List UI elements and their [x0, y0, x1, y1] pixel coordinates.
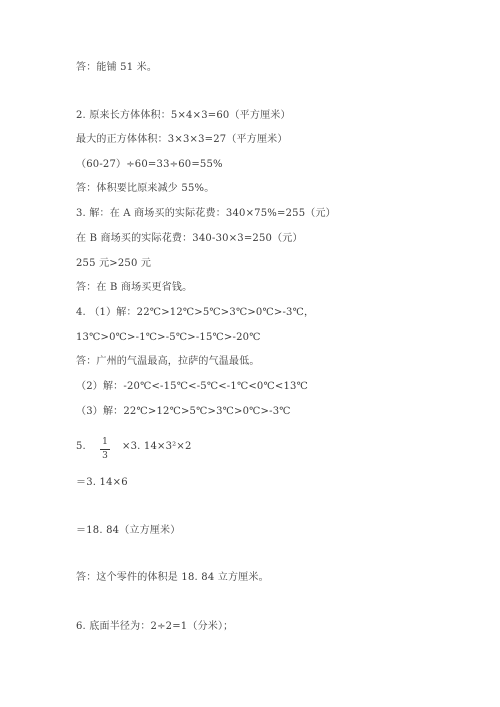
problem-3-line-2: 在 B 商场买的实际花费：340-30×3=250（元）: [76, 233, 303, 244]
problem-5-expression: ×3. 14×3²×2: [122, 441, 192, 452]
problem-4-answer: 答：广州的气温最高，拉萨的气温最低。: [76, 356, 260, 367]
problem-2-answer: 答：体积要比原来减少 55%。: [76, 183, 215, 194]
problem-2-line-1: 2. 原来长方体体积：5×4×3=60（平方厘米）: [76, 110, 291, 121]
problem-2-line-3: （60-27）÷60=33÷60=55%: [76, 159, 223, 170]
problem-4-line-2: 13℃>0℃>-1℃>-5℃>-15℃>-20℃: [76, 332, 261, 343]
problem-3-answer: 答：在 B 商场买更省钱。: [76, 282, 193, 293]
fraction-denominator: 3: [102, 451, 108, 461]
problem-6-line-1: 6. 底面半径为：2÷2=1（分米）；: [76, 621, 234, 632]
problem-5-step-1: ＝3. 14×6: [76, 477, 128, 488]
fraction-numerator: 1: [102, 437, 108, 447]
problem-4-part-2: （2）解：-20℃<-15℃<-5℃<-1℃<0℃<13℃: [76, 381, 308, 392]
problem-4-line-1: 4. （1）解：22℃>12℃>5℃>3℃>0℃>-3℃，: [76, 307, 315, 318]
fraction-bar: [100, 449, 110, 450]
problem-5-fraction: [100, 437, 110, 462]
problem-2-line-2: 最大的正方体体积：3×3×3=27（平方厘米）: [76, 134, 288, 145]
problem-3-line-3: 255 元>250 元: [76, 258, 152, 269]
problem-4-part-3: （3）解：22℃>12℃>5℃>3℃>0℃>-3℃: [76, 406, 291, 417]
problem-3-line-1: 3. 解：在 A 商场买的实际花费：340×75%=255（元）: [76, 208, 336, 219]
problem-5-answer: 答：这个零件的体积是 18. 84 立方厘米。: [76, 572, 269, 583]
answer-line-1: 答：能铺 51 米。: [76, 62, 158, 73]
problem-5-step-2: ＝18. 84（立方厘米）: [76, 525, 181, 536]
problem-5-label: 5.: [76, 441, 86, 452]
